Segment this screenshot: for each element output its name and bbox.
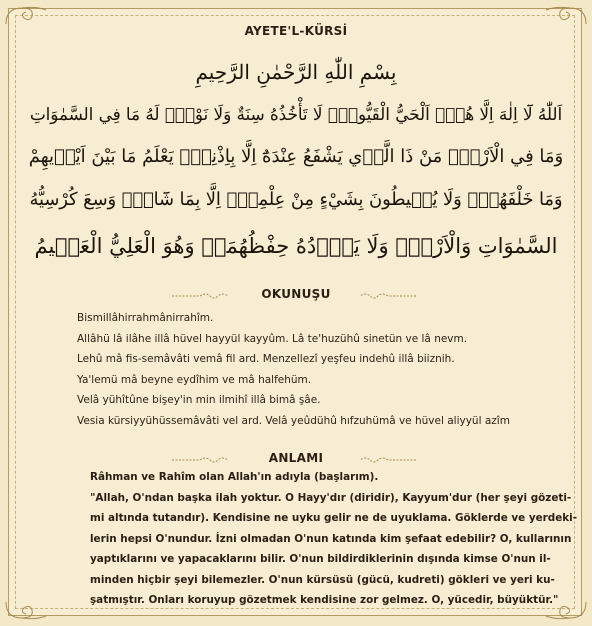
reading-line: Allâhü lâ ilâhe illâ hüvel hayyül kayyûm. Lâ te'huzühû sinetün ve lâ nevm. xyxy=(77,333,468,345)
reading-line: Vesia kürsiyyühüssemâvâti vel ard. Velâ yeûdühû hıfzuhümâ ve hüvel aliyyül azîm xyxy=(77,415,510,427)
reading-line: Lehû mâ fis-semâvâti vemâ fil ard. Menzellezî yeşfeu indehû illâ biiznih. xyxy=(77,353,455,365)
arabic-line: وَمَا فِي الْاَرْضِۜ مَنْ ذَا الَّذ۪ي يَشْفَعُ عِنْدَهُٓ اِلَّا بِاِذْنِه۪ۜ يَعْلَمُ مَا بَيْنَ اَيْد۪يهِمْ xyxy=(28,146,564,167)
meaning-heading: ANLAMI xyxy=(268,451,324,465)
meaning-line: lerin hepsi O'nundur. İzni olmadan O'nun katında kim şefaat edebilir? O, kullarının xyxy=(90,533,572,545)
flourish-icon xyxy=(358,287,418,299)
meaning-line: minden hiçbir şeyi bilemezler. O'nun kürsüsü (gücü, kudreti) gökleri ve yeri ku- xyxy=(90,574,555,586)
meaning-line: şatmıştır. Onları koruyup gözetmek kendisine zor gelmez. O, yücedir, büyüktür." xyxy=(90,594,559,606)
arabic-line: وَمَا خَلْفَهُمْۚ وَلَا يُح۪يطُونَ بِشَيْءٍ مِنْ عِلْمِه۪ٓ اِلَّا بِمَا شَٓاءَۚ وَسِعَ كُرْسِيُّهُ xyxy=(29,190,563,210)
flourish-icon xyxy=(358,451,418,463)
meaning-line: Râhman ve Rahîm olan Allah'ın adıyla (başlarım). xyxy=(90,471,379,483)
corner-ornament-icon xyxy=(4,600,48,622)
corner-ornament-icon xyxy=(544,4,588,26)
arabic-line: بِسْمِ اللّٰهِ الرَّحْمٰنِ الرَّحِيمِ xyxy=(195,60,397,84)
reading-heading: OKUNUŞU xyxy=(261,287,331,301)
meaning-line: mi altında tutandır). Kendisine ne uyku gelir ne de uyuklama. Göklerde ve yerdeki- xyxy=(90,512,578,524)
reading-line: Ya'lemü mâ beyne eydîhim ve mâ halfehüm. xyxy=(77,374,312,386)
meaning-line: yaptıklarını ve yapacaklarını bilir. O'nun bildirdiklerinin dışında kimse O'nun il- xyxy=(90,553,551,565)
corner-ornament-icon xyxy=(4,4,48,26)
page-title: AYETE'L-KÜRSİ xyxy=(244,24,348,38)
arabic-line: اَللّٰهُ لَٓا اِلٰهَ اِلَّا هُوَۚ اَلْحَيُّ الْقَيُّومُۚ لَا تَأْخُذُهُ سِنَةٌ وَلَا نَوْمٌۜ لَهُ مَا فِي السَّمٰوَاتِ xyxy=(29,104,563,124)
arabic-line: السَّمٰوَاتِ وَالْاَرْضَۚ وَلَا يَؤُ۫دُهُ حِفْظُهُمَاۚ وَهُوَ الْعَلِيُّ الْعَظ۪يمُ xyxy=(34,234,558,258)
meaning-line: "Allah, O'ndan başka ilah yoktur. O Hayy'dır (diridir), Kayyum'dur (her şeyi gözeti- xyxy=(90,492,572,504)
reading-line: Velâ yühîtûne bişey'in min ilmihî illâ bimâ şâe. xyxy=(77,394,321,406)
reading-line: Bismillâhirrahmânirrahîm. xyxy=(77,312,214,324)
